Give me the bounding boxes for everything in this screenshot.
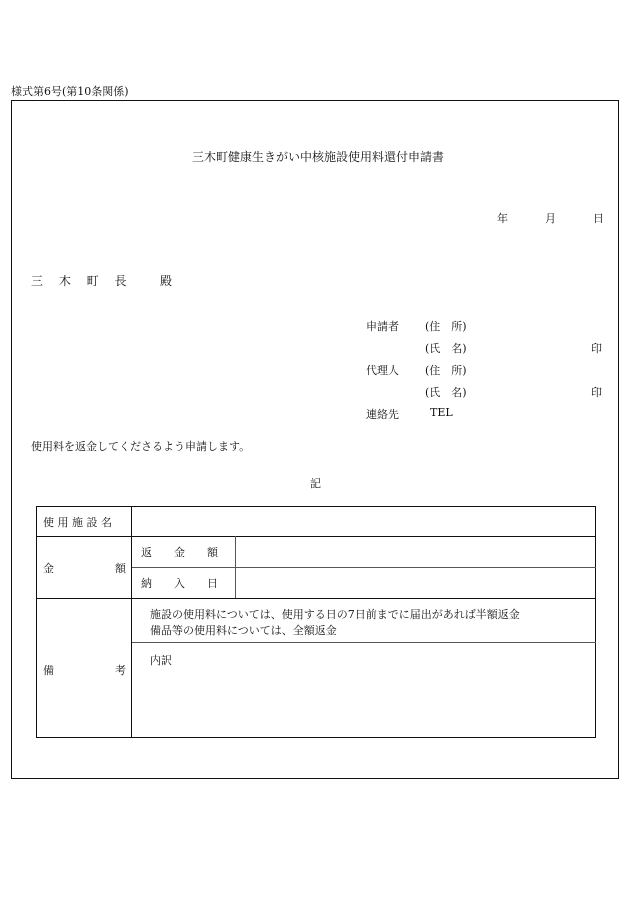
payment-date-field[interactable] [237, 569, 593, 597]
table-line-row2 [36, 598, 596, 599]
breakdown-field[interactable] [133, 668, 593, 735]
form-title: 三木町健康生きがい中核施設使用料還付申請書 [192, 150, 445, 164]
ki-mark: 記 [310, 477, 321, 490]
applicant-seal: 印 [591, 342, 602, 355]
date-month: 月 [545, 212, 556, 225]
addressee-honorific: 殿 [160, 274, 173, 288]
remarks-label-bi: 備 [43, 664, 54, 677]
agent-label: 代理人 [366, 364, 399, 377]
applicant-address-label: (住 所) [425, 320, 467, 333]
applicant-label: 申請者 [366, 320, 399, 333]
payment-date-label: 納 入 日 [141, 577, 218, 590]
form-number: 様式第6号(第10条関係) [11, 85, 129, 98]
contact-tel-label: TEL [430, 406, 453, 419]
facility-name-label: 使 用 施 設 名 [43, 516, 112, 529]
request-text: 使用料を返金してくださるよう申請します。 [31, 440, 251, 453]
table-line-col2 [235, 536, 236, 598]
addressee-name: 三 木 町 長 [31, 274, 133, 288]
breakdown-label: 内訳 [150, 654, 172, 667]
date-year: 年 [497, 212, 508, 225]
agent-name-label: (氏 名) [425, 386, 467, 399]
remarks-note-line2: 備品等の使用料については、全額返金 [150, 624, 337, 637]
amount-label-kin: 金 [43, 562, 54, 575]
agent-seal: 印 [591, 386, 602, 399]
table-line-amount-mid [131, 567, 596, 568]
refund-amount-label: 返 金 額 [141, 546, 218, 559]
facility-name-field[interactable] [133, 508, 593, 535]
agent-address-label: (住 所) [425, 364, 467, 377]
contact-label: 連絡先 [366, 408, 399, 421]
remarks-note-line1: 施設の使用料については、使用する日の7日前までに届出があれば半額返金 [150, 608, 520, 621]
table-line-row1 [36, 536, 596, 537]
remarks-label-kou: 考 [115, 664, 126, 677]
table-line-col1 [131, 506, 132, 738]
refund-amount-field[interactable] [237, 538, 593, 566]
date-day: 日 [593, 212, 604, 225]
applicant-name-label: (氏 名) [425, 342, 467, 355]
amount-label-gaku: 額 [115, 562, 126, 575]
table-line-remarks-mid [131, 642, 596, 643]
